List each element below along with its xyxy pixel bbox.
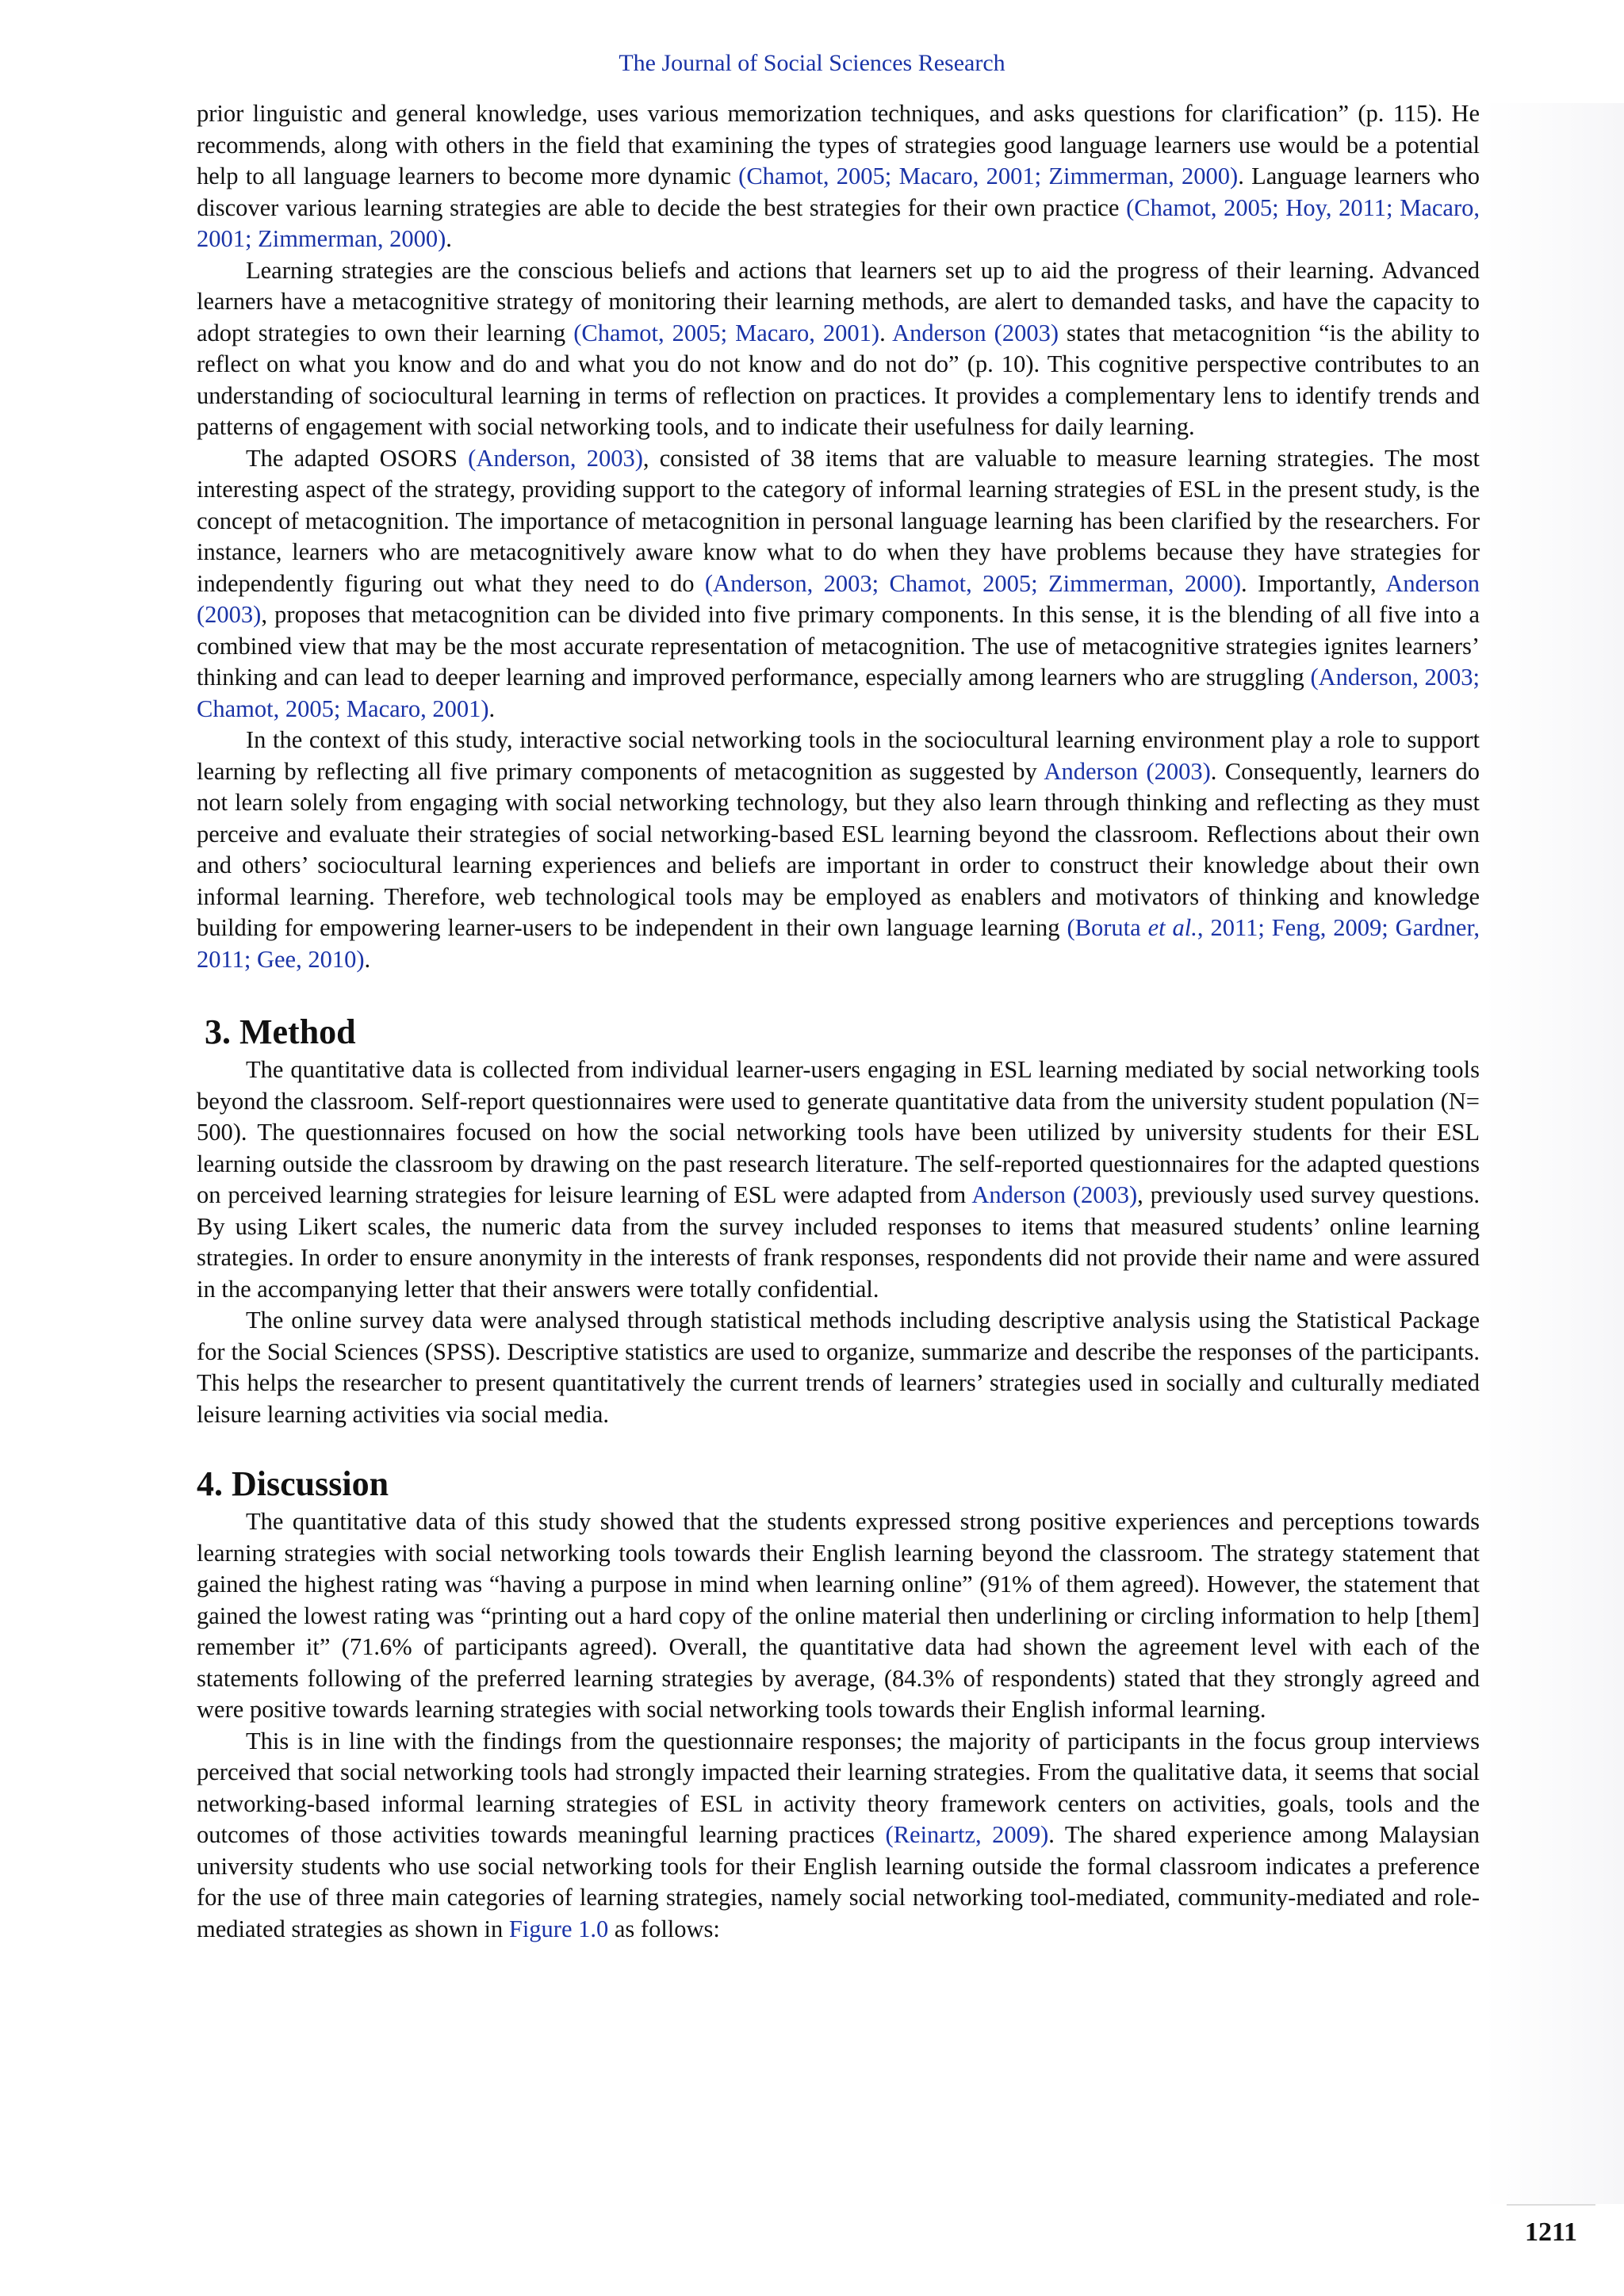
citation-link[interactable]: Anderson (2003) (971, 1181, 1138, 1208)
paragraph-4: In the context of this study, interactive social networking tools in the sociocultural learning environment play a role to support learning by reflecting all five primary components of metacognition as suggested by Anderson (2003). Consequently, learners do not learn solely from engaging with social networking technology, but they also learn through thinking and reflecting as they must perceive and evaluate their strategies of social networking-based ESL learning beyond the classroom. Reflections about their own and others’ sociocultural learning experiences and beliefs are important in order to construct their knowledge about their own informal learning. Therefore, web technological tools may be employed as enablers and motivators of thinking and knowledge building for empowering learner-users to be independent in their own language learning (Boruta et al., 2011; Feng, 2009; Gardner, 2011; Gee, 2010). (197, 726, 1480, 973)
section-heading-method: 3. Method (205, 1012, 356, 1051)
paragraph-5: The quantitative data is collected from individual learner-users engaging in ESL learning mediated by social networking tools beyond the classroom. Self-report questionnaires were used to generate quantitative data from the university student population (N= 500). The questionnaires focused on how the social networking tools have been utilized by university students for their ESL learning outside the classroom by drawing on the past research literature. The self-reported questionnaires for the adapted questions on perceived learning strategies for leisure learning of ESL were adapted from Anderson (2003), previously used survey questions. By using Likert scales, the numeric data from the survey included responses to items that measured students’ online learning strategies. In order to ensure anonymity in the interests of frank responses, respondents did not provide their name and were assured in the accompanying letter that their answers were totally confidential. (197, 1056, 1480, 1303)
citation-link[interactable]: (Chamot, 2005; Macaro, 2001; Zimmerman, 2000) (738, 163, 1239, 189)
citation-link[interactable]: (Anderson, 2003; Chamot, 2005; Macaro, 2001) (197, 664, 1480, 722)
citation-link[interactable]: (Anderson, 2003) (468, 444, 643, 472)
page-number: 1211 (1524, 2218, 1578, 2247)
page-shading (1484, 103, 1624, 2204)
footer-divider (1507, 2204, 1595, 2206)
journal-title: The Journal of Social Sciences Research (619, 50, 1005, 76)
citation-link[interactable]: (Reinartz, 2009) (885, 1821, 1049, 1848)
paragraph-8: This is in line with the findings from the questionnaire responses; the majority of participants in the focus group interviews perceived that social networking tools had strongly impacted their learning strategies. From the qualitative data, it seems that social networking-based informal learning strategies of ESL in activity theory framework centers on activities, goals, tools and the outcomes of those activities towards meaningful learning practices (Reinartz, 2009). The shared experience among Malaysian university students who use social networking tools for their English learning outside the formal classroom indicates a preference for the use of three main categories of learning strategies, namely social networking tool-mediated, community-mediated and role-mediated strategies as shown in Figure 1.0 as follows: (197, 1727, 1480, 1942)
paragraph-3: The adapted OSORS (Anderson, 2003), consisted of 38 items that are valuable to measure learning strategies. The most interesting aspect of the strategy, providing support to the category of informal learning strategies of ESL in the present study, is the concept of metacognition. The importance of metacognition in personal language learning has been clarified by the researchers. For instance, learners who are metacognitively aware know what to do when they have problems because they have strategies for independently figuring out what they need to do (Anderson, 2003; Chamot, 2005; Zimmerman, 2000). Importantly, Anderson (2003), proposes that metacognition can be divided into five primary components. In this sense, it is the blending of all five into a combined view that may be the most accurate representation of metacognition. The use of metacognitive strategies ignites learners’ thinking and can lead to deeper learning and improved performance, especially among learners who are struggling (Anderson, 2003; Chamot, 2005; Macaro, 2001). (197, 444, 1480, 722)
paragraph-6: The online survey data were analysed through statistical methods including descriptive analysis using the Statistical Package for the Social Sciences (SPSS). Descriptive statistics are used to organize, summarize and describe the responses of the participants. This helps the researcher to present quantitatively the current trends of learners’ strategies used in socially and culturally mediated leisure learning activities via social media. (197, 1307, 1480, 1428)
paragraph-1: prior linguistic and general knowledge, uses various memorization techniques, and asks questions for clarification” (p. 115). He recommends, along with others in the field that examining the types of strategies good language learners use would be a potential help to all language learners to become more dynamic (Chamot, 2005; Macaro, 2001; Zimmerman, 2000). Language learners who discover various learning strategies are able to decide the best strategies for their own practice (Chamot, 2005; Hoy, 2011; Macaro, 2001; Zimmerman, 2000). (197, 100, 1480, 252)
citation-link[interactable]: (Chamot, 2005; Hoy, 2011; Macaro, 2001; Zimmerman, 2000) (197, 193, 1480, 252)
paragraph-7: The quantitative data of this study showed that the students expressed strong positive experiences and perceptions towards learning strategies with social networking tools towards their English learning beyond the classroom. The strategy statement that gained the highest rating was “having a purpose in mind when learning online” (91% of them agreed). However, the statement that gained the lowest rating was “printing out a hard copy of the online material then underlining or circling information to help [them] remember it” (71.6% of participants agreed). Overall, the quantitative data had shown the agreement level with each of the statements following of the preferred learning strategies by average, (84.3% of respondents) stated that they strongly agreed and were positive towards learning strategies with social networking tools towards their English informal learning. (197, 1508, 1480, 1723)
citation-link[interactable]: (Chamot, 2005; Macaro, 2001) (573, 319, 880, 346)
section-heading-discussion: 4. Discussion (197, 1464, 389, 1503)
citation-link[interactable]: Anderson (2003) (1044, 757, 1211, 785)
article-body (197, 98, 1480, 1945)
citation-link[interactable]: Anderson (2003) (197, 569, 1480, 628)
citation-link[interactable]: Anderson (2003) (892, 319, 1059, 346)
paragraph-2: Learning strategies are the conscious beliefs and actions that learners set up to aid the progress of their learning. Advanced learners have a metacognitive strategy of monitoring their learning methods, are alert to demanded tasks, and have the capacity to adopt strategies to own their learning (Chamot, 2005; Macaro, 2001). Anderson (2003) states that metacognition “is the ability to reflect on what you know and do and what you do not know and do not do” (p. 10). This cognitive perspective contributes to an understanding of sociocultural learning in terms of reflection on practices. It provides a complementary lens to identify trends and patterns of engagement with social networking tools, and to indicate their usefulness for daily learning. (197, 256, 1480, 440)
citation-link[interactable]: (Anderson, 2003; Chamot, 2005; Zimmerman, 2000) (704, 569, 1241, 597)
figure-link[interactable]: Figure 1.0 (508, 1915, 609, 1942)
citation-link[interactable]: (Boruta et al., 2011; Feng, 2009; Gardner, 2011; Gee, 2010) (197, 914, 1480, 973)
